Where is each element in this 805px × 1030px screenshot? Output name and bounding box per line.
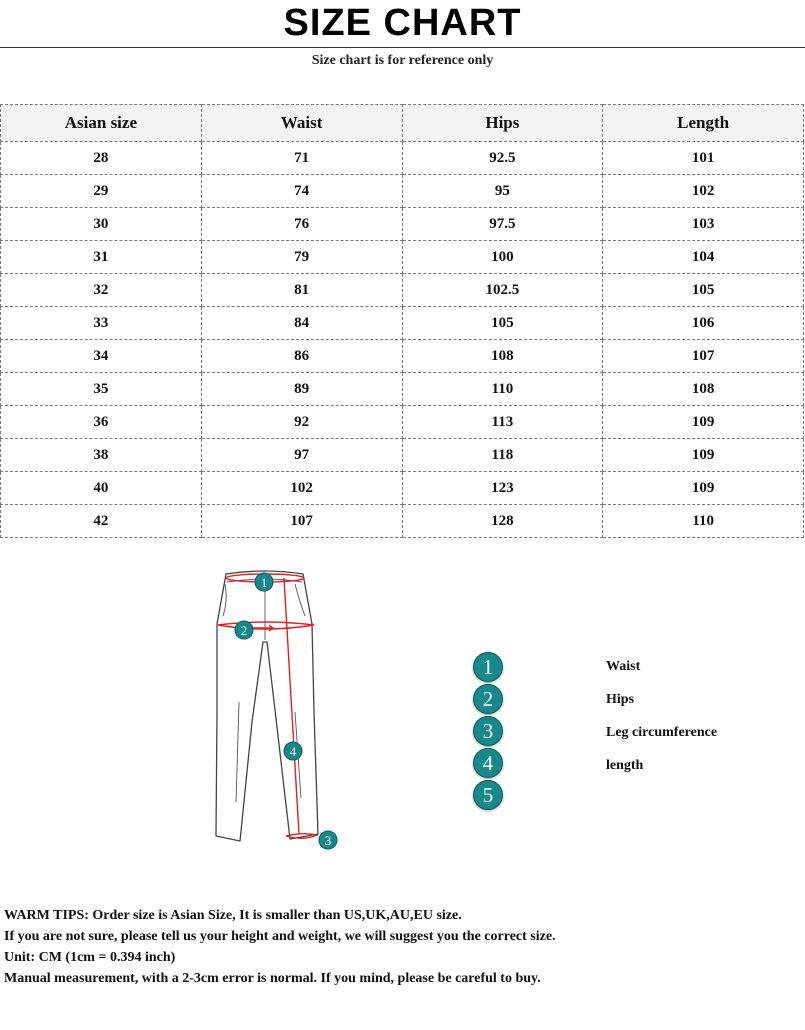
legend-badge-5: 5 [473,780,503,810]
cell-asian-size: 31 [1,241,202,274]
cell-length: 105 [603,274,804,307]
cell-asian-size: 35 [1,373,202,406]
table-row [1,505,804,538]
table-row [1,406,804,439]
cell-length: 108 [603,373,804,406]
column-header-hips: Hips [402,105,603,142]
cell-hips: 110 [402,373,603,406]
cell-waist: 102 [201,472,402,505]
svg-text:3: 3 [324,833,332,848]
cell-waist: 86 [201,340,402,373]
svg-text:1: 1 [260,575,268,590]
diagram-marker-3 [319,831,337,849]
cell-hips: 102.5 [402,274,603,307]
cell-waist: 84 [201,307,402,340]
cell-length: 101 [603,142,804,175]
table-row [1,274,804,307]
pants-outline [216,571,318,841]
cell-hips: 105 [402,307,603,340]
cell-hips: 123 [402,472,603,505]
cell-asian-size: 28 [1,142,202,175]
cell-hips: 108 [402,340,603,373]
svg-text:4: 4 [289,744,297,759]
cell-asian-size: 38 [1,439,202,472]
cell-waist: 89 [201,373,402,406]
cell-waist: 97 [201,439,402,472]
table-row [1,340,804,373]
cell-waist: 92 [201,406,402,439]
tips-line-2: If you are not sure, please tell us your height and weight, we will suggest you the correct size. [4,929,556,944]
cell-asian-size: 40 [1,472,202,505]
table-row [1,472,804,505]
size-table [0,104,804,538]
pants-diagram [195,562,355,857]
legend-badge-1: 1 [473,652,503,682]
cell-hips: 95 [402,175,603,208]
table-row [1,175,804,208]
cell-asian-size: 29 [1,175,202,208]
cell-length: 104 [603,241,804,274]
svg-text:2: 2 [240,623,248,638]
legend-badge-4: 4 [473,748,503,778]
cell-length: 109 [603,406,804,439]
column-header-asian-size: Asian size [1,105,202,142]
cell-waist: 76 [201,208,402,241]
cell-hips: 113 [402,406,603,439]
cell-length: 107 [603,340,804,373]
legend-badge-2: 2 [473,684,503,714]
tips-line-1: WARM TIPS: Order size is Asian Size, It is smaller than US,UK,AU,EU size. [4,908,462,923]
diagram-marker-1 [255,573,273,591]
table-row [1,307,804,340]
cell-waist: 107 [201,505,402,538]
diagram-marker-4 [284,742,302,760]
warm-tips [4,905,804,989]
cell-length: 103 [603,208,804,241]
cell-waist: 74 [201,175,402,208]
cell-waist: 81 [201,274,402,307]
cell-asian-size: 36 [1,406,202,439]
cell-hips: 118 [402,439,603,472]
cell-hips: 100 [402,241,603,274]
cell-length: 110 [603,505,804,538]
cell-asian-size: 30 [1,208,202,241]
cell-waist: 71 [201,142,402,175]
table-row [1,142,804,175]
legend-label-length: length [606,758,644,773]
legend-badge-3: 3 [473,716,503,746]
title-divider [0,47,805,48]
cell-hips: 97.5 [402,208,603,241]
cell-asian-size: 42 [1,505,202,538]
diagram-marker-2 [235,621,253,639]
tips-line-4: Manual measurement, with a 2-3cm error is normal. If you mind, please be careful to buy. [4,971,541,986]
cell-asian-size: 32 [1,274,202,307]
column-header-length: Length [603,105,804,142]
legend-label-waist: Waist [606,659,641,674]
cell-asian-size: 33 [1,307,202,340]
cell-waist: 79 [201,241,402,274]
cell-hips: 128 [402,505,603,538]
table-row [1,439,804,472]
cell-length: 109 [603,439,804,472]
page-subtitle: Size chart is for reference only [311,53,494,68]
table-row [1,373,804,406]
page-title: SIZE CHART [283,2,522,44]
cell-asian-size: 34 [1,340,202,373]
table-row [1,208,804,241]
cell-length: 102 [603,175,804,208]
tips-line-3: Unit: CM (1cm = 0.394 inch) [4,950,176,965]
cell-length: 109 [603,472,804,505]
cell-length: 106 [603,307,804,340]
column-header-waist: Waist [201,105,402,142]
table-row [1,241,804,274]
table-header-row [1,105,804,142]
legend-label-hips: Hips [606,692,635,707]
cell-hips: 92.5 [402,142,603,175]
legend-label-leg-circumference: Leg circumference [606,725,718,740]
